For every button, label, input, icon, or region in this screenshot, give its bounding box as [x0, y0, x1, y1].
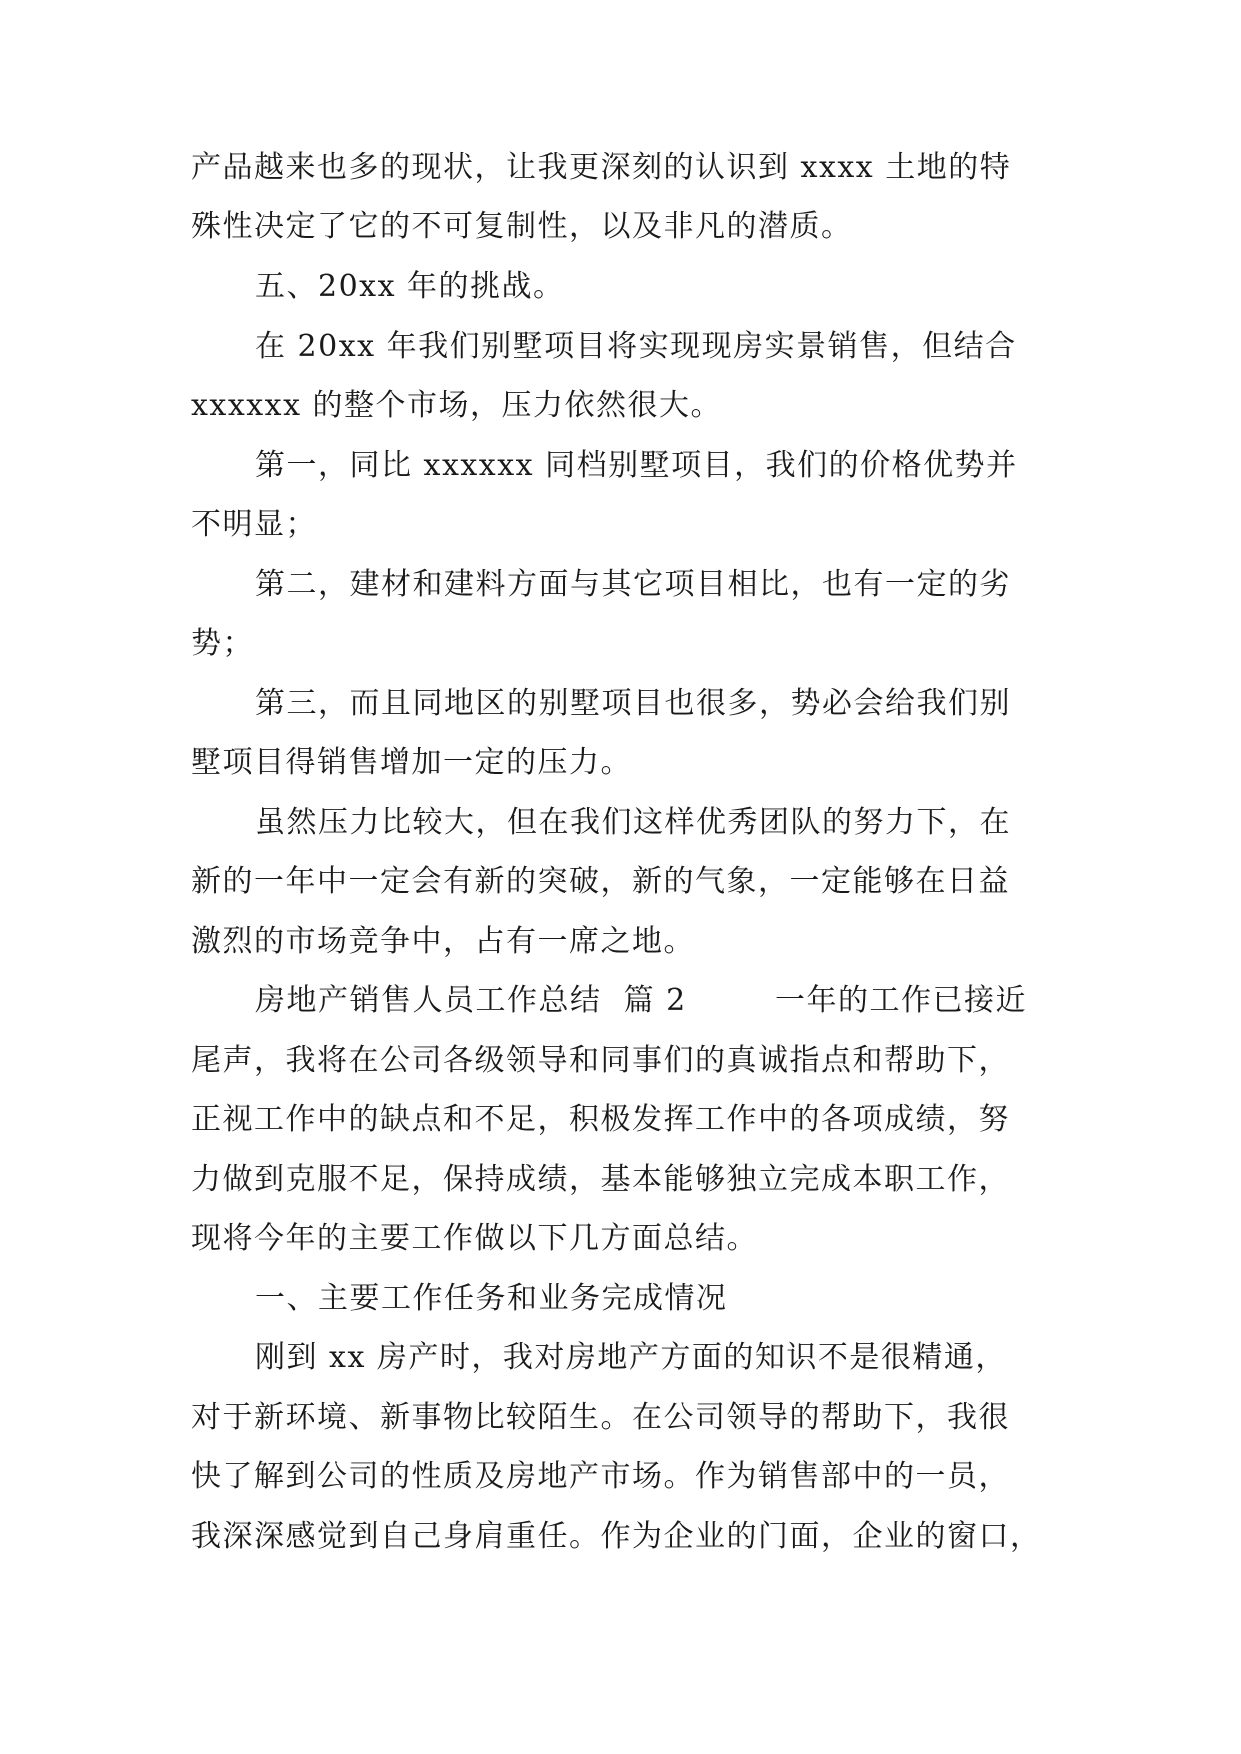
text-line: 激烈的市场竞争中，占有一席之地。 [191, 924, 695, 959]
text-line: 产品越来也多的现状，让我更深刻的认识到 xxxx 土地的特 [191, 150, 1012, 185]
text-line: 势； [191, 626, 254, 661]
text-line: 力做到克服不足，保持成绩，基本能够独立完成本职工作， [191, 1162, 1010, 1197]
text-line: 第一，同比 xxxxxx 同档别墅项目，我们的价格优势并 [255, 448, 1018, 483]
text-line: 刚到 xx 房产时，我对房地产方面的知识不是很精通， [255, 1340, 1007, 1375]
text-line: 现将今年的主要工作做以下几方面总结。 [191, 1221, 758, 1256]
text-line: 新的一年中一定会有新的突破，新的气象，一定能够在日益 [191, 864, 1010, 899]
text-line: 尾声，我将在公司各级领导和同事们的真诚指点和帮助下， [191, 1043, 1010, 1078]
text-line: 不明显； [191, 507, 317, 542]
text-line: 快了解到公司的性质及房地产市场。作为销售部中的一员， [191, 1459, 1010, 1494]
section-heading: 一、主要工作任务和业务完成情况 [255, 1281, 728, 1316]
text-line: 正视工作中的缺点和不足，积极发挥工作中的各项成绩，努 [191, 1102, 1010, 1137]
text-line: 我深深感觉到自己身肩重任。作为企业的门面，企业的窗口， [191, 1519, 1042, 1554]
text-line: 房地产销售人员工作总结 篇 2 一年的工作已接近 [255, 983, 1027, 1018]
text-line: 墅项目得销售增加一定的压力。 [191, 745, 632, 780]
text-line: 虽然压力比较大，但在我们这样优秀团队的努力下，在 [255, 805, 1011, 840]
text-line: xxxxxx 的整个市场，压力依然很大。 [191, 388, 723, 423]
text-line: 第三，而且同地区的别墅项目也很多，势必会给我们别 [255, 686, 1011, 721]
text-line: 殊性决定了它的不可复制性，以及非凡的潜质。 [191, 209, 853, 244]
section-heading: 五、20xx 年的挑战。 [255, 269, 565, 304]
text-line: 对于新环境、新事物比较陌生。在公司领导的帮助下，我很 [191, 1400, 1010, 1435]
text-line: 在 20xx 年我们别墅项目将实现现房实景销售，但结合 [255, 329, 1017, 364]
text-line: 第二，建材和建料方面与其它项目相比，也有一定的劣 [255, 567, 1011, 602]
